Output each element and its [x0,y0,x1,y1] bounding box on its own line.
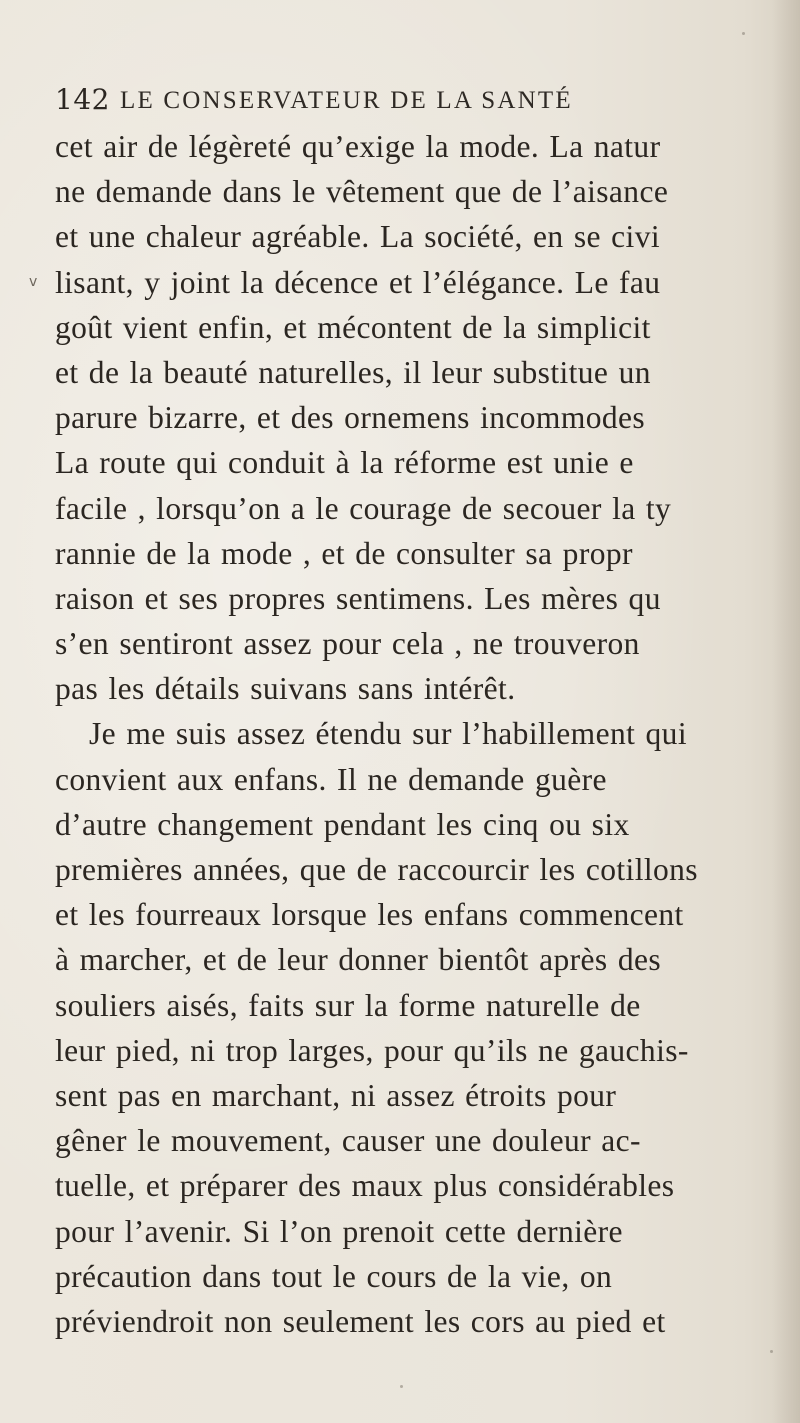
text-line-24: tuelle, et préparer des maux plus considérables [55,1168,675,1204]
running-title: LE CONSERVATEUR DE LA SANTÉ [120,87,573,114]
text-line-2: ne demande dans le vêtement que de l’aisance [55,174,669,210]
text-line-9: facile , lorsqu’on a le courage de secouer la ty [55,490,672,526]
paper-speck [400,1385,403,1388]
text-line-17: premières années, que de raccourcir les cotillons [55,852,698,887]
text-line-13: pas les détails suivans sans intérêt. [55,671,516,707]
text-line-26: précaution dans tout le cours de la vie, on [55,1258,613,1294]
page-number: 142 [55,83,110,116]
text-line-12: s’en sentiront assez pour cela , ne trouveron [55,626,640,662]
text-line-25: pour l’avenir. Si l’on prenoit cette dernière [55,1213,623,1249]
text-line-18: et les fourreaux lorsque les enfans commencent [55,897,684,933]
body-text [55,124,800,1344]
text-line-11: raison et ses propres sentimens. Les mères qu [55,580,661,616]
text-line-10: rannie de la mode , et de consulter sa propr [55,535,633,571]
text-line-8: La route qui conduit à la réforme est unie e [55,445,634,481]
stray-print-mark: v [29,274,38,290]
text-line-3: et une chaleur agréable. La société, en se civi [55,219,660,255]
text-line-5: goût vient enfin, et mécontent de la simplicit [55,309,651,345]
text-line-1: cet air de légèreté qu’exige la mode. La natur [55,129,661,164]
text-line-22: sent pas en marchant, ni assez étroits pour [55,1077,617,1113]
text-line-4: lisant, y joint la décence et l’élégance. Le fau [55,264,661,300]
text-line-23: gêner le mouvement, causer une douleur ac- [55,1123,641,1159]
text-line-27: préviendroit non seulement les cors au pied et [55,1303,666,1339]
page-header [55,80,790,124]
text-line-16: d’autre changement pendant les cinq ou six [55,806,630,842]
text-line-14: Je me suis assez étendu sur l’habillement qui [89,716,687,752]
text-line-6: et de la beauté naturelles, il leur substitue un [55,354,651,390]
paper-speck [742,32,745,35]
text-line-15: convient aux enfans. Il ne demande guère [55,761,607,797]
text-line-7: parure bizarre, et des ornemens incommodes [55,400,646,436]
text-line-19: à marcher, et de leur donner bientôt après des [55,942,662,978]
text-line-21: leur pied, ni trop larges, pour qu’ils ne gauchis- [55,1032,689,1068]
text-line-20: souliers aisés, faits sur la forme naturelle de [55,987,641,1023]
paper-speck [770,1350,773,1353]
